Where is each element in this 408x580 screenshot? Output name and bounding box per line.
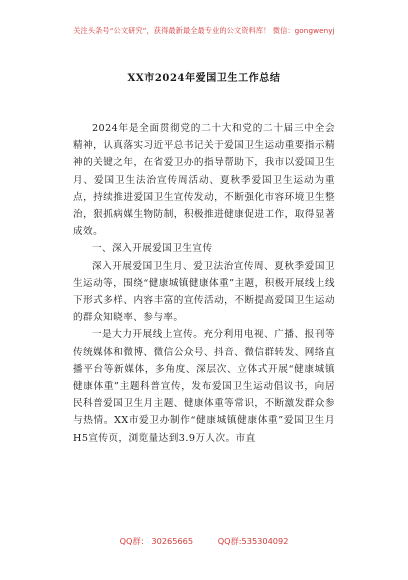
footer-contact-note: [0, 536, 408, 547]
header-promo-note: 关注头条号“公文研究”，获得最新最全最专业的公文资料库！ 微信：gongwenyj: [73, 26, 335, 35]
footer-qq-group-1: QQ群： 30265665: [119, 536, 194, 546]
body-paragraph: 2024年是全面贯彻党的二十大和党的二十届三中全会精神，认真落实习近平总书记关于爱国卫生运动重要指示精神的关键之年，在省爱卫办的指导帮助下，我市以爱国卫生月、爱国卫生法治宣传周活动、夏秋季爱国卫生运动为重点，持续推进爱国卫生宣传发动，不断强化市容环境卫生整治，狠抓病媒生物防制，积极推进健康促进工作，取得显著成效。: [73, 123, 335, 238]
footer-qq-group-2: QQ群:535304092: [217, 536, 289, 546]
document-title: XX市2024年爱国卫生工作总结: [127, 73, 281, 84]
body-paragraph: 一是大力开展线上宣传。充分利用电视、广播、报刊等传统媒体和微博、微信公众号、抖音、微信群转发、网络直播平台等新媒体，多角度、深层次、立体式开展“健康城镇健康体重”主题科普宣传，发布爱国卫生运动倡议书，向居民科普爱国卫生月主题、健康体重等常识，不断激发群众参与热情。XX市爱卫办制作“健康城镇健康体重”爱国卫生月H5宣传页，浏览量达到3.9万人次。市直: [73, 329, 335, 444]
document-body: [73, 120, 335, 447]
body-paragraph: 深入开展爱国卫生月、爱卫法治宣传周、夏秋季爱国卫生运动等，围绕“健康城镇健康体重”主题，积极开展线上线下形式多样、内容丰富的宣传活动，不断提高爱国卫生运动的群众知晓率、参与率。: [73, 260, 335, 324]
section-heading: 一、深入开展爱国卫生宣传: [92, 243, 213, 255]
